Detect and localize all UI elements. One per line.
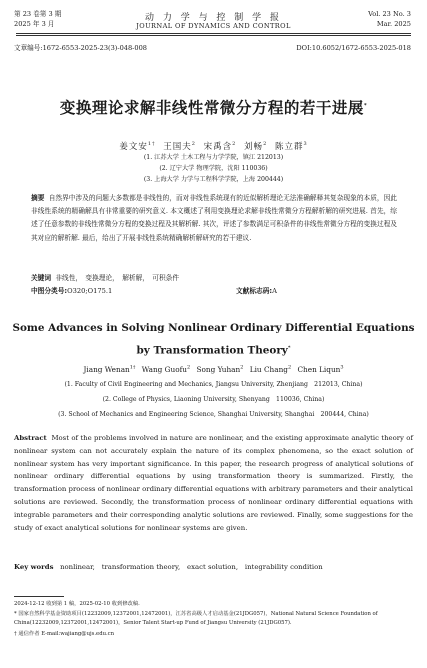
author-cn: 宋禹含$^2$ (203, 141, 237, 152)
title-en-line1: Some Advances in Solving Nonlinear Ordinary Differential Equations (12, 322, 415, 334)
keywords-cn-label: 关键词 (31, 274, 52, 282)
abstract-cn (31, 192, 397, 245)
author-en: Jiang Wenan$^{1\dagger}$ (83, 365, 136, 375)
author-cn: 王国夫$^2$ (163, 141, 196, 152)
classification-label: 中图分类号: (31, 287, 68, 295)
abstract-en-text: Most of the problems involved in nature are nonlinear, and the existing approximate analytic theory of nonlinear system can not accurately explain the nature of its complex phenomena, so the exact solution of nonlinear system has very important significance. In this paper, the research progress of analytical solutions of nonlinear ordinary differential equations by using transformation theory is summarized. Firstly, the transformation process of nonlinear ordinary differential equations with arbitrary parameters and their analytical solutions are reviewed. Secondly, the transformation process of nonlinear ordinary differential equations with integrable parameters and their corresponding analytic solutions are reviewed. Finally, some suggestions for the study of exact analytical solutions for nonlinear systems are given. (14, 434, 413, 532)
document-code-value: A (272, 287, 277, 295)
author-en: Liu Chang$^2$ (249, 365, 292, 375)
header-rule-thin (16, 35, 411, 36)
title-cn (0, 96, 427, 118)
author-cn: 陈立群$^3$ (274, 141, 308, 152)
footnote-corresponding-author: † 通信作者 E-mail:wajiang@ujs.edu.cn (14, 631, 115, 637)
affiliation-cn: (2. 辽宁大学 物理学院，沈阳 110036) (159, 165, 268, 172)
doi: DOI:10.6052/1672-6553-2025-018 (296, 44, 411, 52)
keywords-en (14, 561, 323, 571)
keywords-cn (31, 272, 179, 282)
classification-number (31, 285, 112, 295)
abstract-en-label: Abstract (14, 434, 47, 442)
header-date-cn: 2025 年 3 月 (14, 20, 55, 28)
keywords-en-label: Key words (14, 563, 54, 571)
classification-value: O320;O175.1 (67, 287, 113, 295)
affiliation-en: (3. School of Mechanics and Engineering Science, Shanghai University, Shanghai 200444, China) (58, 411, 369, 418)
title-cn-text: 变换理论求解非线性常微分方程的若干进展 (59, 99, 364, 117)
header-volume-cn: 第 23 卷第 3 期 (14, 10, 62, 18)
header-volume-en: Vol. 23 No. 3 (368, 10, 411, 18)
document-code-label: 文献标志码: (236, 287, 273, 295)
keywords-en-text: nonlinear, transformation theory, exact solution, integrability condition (60, 563, 323, 571)
header-date-en: Mar. 2025 (376, 20, 411, 28)
author-cn: 姜文安$^{1\dagger}$ (119, 141, 156, 152)
affiliation-cn: (3. 上海大学 力学与工程科学学院，上海 200444) (143, 176, 284, 183)
article-number: 文章编号:1672-6553-2025-23(3)-048-008 (14, 44, 147, 52)
abstract-en (14, 432, 413, 534)
authors-en (0, 365, 427, 374)
title-cn-footnote-mark: * (363, 102, 368, 109)
abstract-cn-label: 摘要 (31, 194, 45, 202)
journal-title-en: JOURNAL OF DYNAMICS AND CONTROL (136, 22, 291, 30)
affiliation-cn: (1. 江苏大学 土木工程与力学学院，镇江 212013) (143, 154, 284, 161)
footnote-rule (14, 596, 64, 597)
title-en-line2: by Transformation Theory* (136, 344, 291, 357)
authors-cn (0, 140, 427, 152)
footnote-received: 2024-12-12 收到第 1 稿，2025-02-10 收到修改稿. (14, 601, 140, 607)
author-en: Wang Guofu$^2$ (141, 365, 191, 375)
abstract-cn-text: 自然界中涉及的问题大多数都是非线性的，而对非线性系统现有的近似解析理论无法准确解释其复杂现象的本质，因此非线性系统的精确解具有非常重要的研究意义. 本文概述了利用变换理论求解非线性常微分方程解析解的研究进展. 首先，综述了任意参数的非线性常微分方程的变换过程及其解析解. 其次，评述了参数满足可积条件的非线性常微分方程的变换过程及其对应的解析解. 最后，给出了开展非线性系统精确解析解研究的若干建议. (31, 194, 397, 242)
title-en-footnote-mark: * (287, 345, 291, 351)
author-cn: 刘畅$^2$ (244, 141, 268, 152)
keywords-cn-text: 非线性， 变换理论， 解析解， 可积条件 (55, 274, 180, 282)
journal-title-cn: 动 力 学 与 控 制 学 报 (144, 13, 283, 23)
header-rule (16, 33, 411, 34)
affiliation-en: (1. Faculty of Civil Engineering and Mechanics, Jiangsu University, Zhenjiang 212013, China) (64, 381, 363, 388)
affiliation-en: (2. College of Physics, Liaoning University, Shenyang 110036, China) (102, 396, 325, 403)
author-en: Song Yuhan$^2$ (196, 365, 244, 375)
author-en: Chen Liqun$^3$ (297, 365, 344, 375)
footnote-funding: * 国家自然科学基金资助项目(12232009,12372001,12472001)，江苏省高级人才启动基金(21JDG057)，National Natural Science Foundation of China(12232009,12372001,12472001)，Senior Talent Start-up Fund of Jiangsu University (21JDG057). (14, 611, 378, 627)
document-code (236, 285, 277, 295)
title-en (0, 318, 427, 360)
